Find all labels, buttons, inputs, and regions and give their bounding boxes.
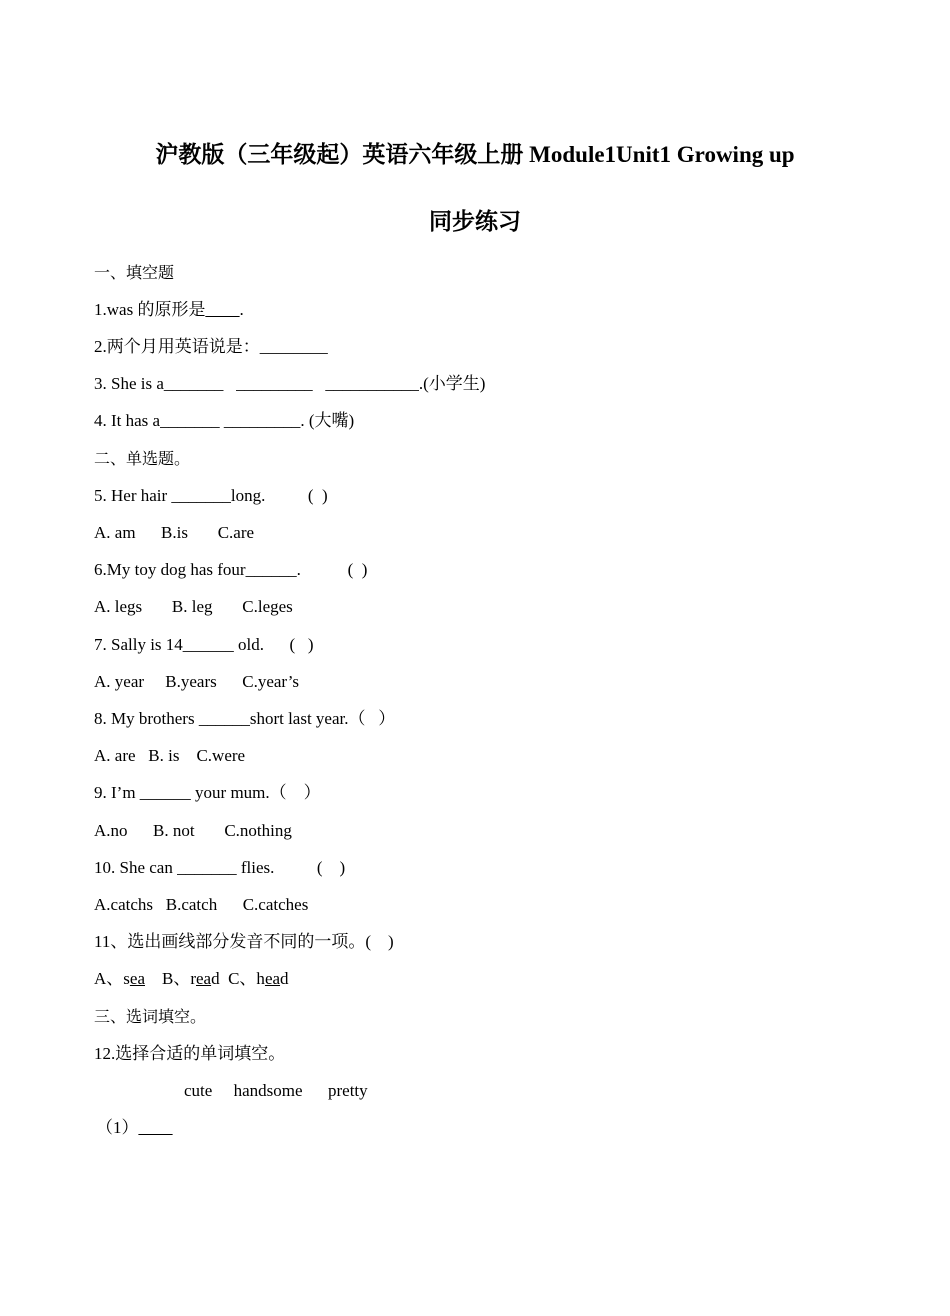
- question-8-options: A. are B. is C.were: [94, 746, 246, 765]
- question-5: 5. Her hair _______long. ( ): [94, 486, 328, 505]
- question-1: [94, 299, 244, 321]
- section-word-choice-heading: 三、选词填空。: [94, 1007, 207, 1026]
- question-9-options: A.no B. not C.nothing: [94, 821, 292, 840]
- question-5-options: A. am B.is C.are: [94, 523, 255, 542]
- question-3: 3. She is a_______ _________ ___________.(小学生): [94, 374, 486, 393]
- question-2: 2.两个月用英语说是：________: [94, 337, 328, 356]
- title-line-1: 沪教版（三年级起）英语六年级上册 Module1Unit1 Growing up: [155, 142, 795, 167]
- question-6: 6.My toy dog has four______. ( ): [94, 560, 368, 579]
- question-8: 8. My brothers ______short last year.（ ）: [94, 709, 396, 728]
- question-7: 7. Sally is 14______ old. ( ): [94, 635, 314, 654]
- question-1-blank: ____: [205, 300, 240, 319]
- question-12-word-bank: cute handsome pretty: [184, 1081, 368, 1100]
- question-7-options: A. year B.years C.year’s: [94, 672, 300, 691]
- question-11: 11、选出画线部分发音不同的一项。( ): [94, 932, 394, 951]
- question-1-end: .: [239, 300, 244, 319]
- option-a-prefix: A、s: [94, 969, 130, 988]
- option-c-underlined: ea: [264, 969, 281, 988]
- question-12: 12.选择合适的单词填空。: [94, 1044, 286, 1063]
- option-c-suffix: d: [280, 969, 289, 988]
- question-12-item-1: [96, 1117, 173, 1139]
- section-single-choice-heading: 二、单选题。: [94, 449, 191, 468]
- title-line-2: 同步练习: [429, 209, 521, 234]
- option-b-underlined: ea: [196, 969, 212, 988]
- question-9: 9. I’m ______ your mum.（ ）: [94, 783, 321, 802]
- item-1-label: （1）: [96, 1118, 139, 1137]
- option-a-underlined: ea: [129, 969, 145, 988]
- question-10-options: A.catchs B.catch C.catches: [94, 895, 309, 914]
- question-11-options: [94, 968, 289, 990]
- option-c-prefix: d C、h: [211, 969, 265, 988]
- option-b-prefix: B、r: [145, 969, 196, 988]
- section-fill-in-heading: 一、填空题: [94, 263, 175, 282]
- question-4: 4. It has a_______ _________. (大嘴): [94, 411, 355, 430]
- item-1-blank: ____: [138, 1118, 173, 1137]
- question-10: 10. She can _______ flies. ( ): [94, 858, 346, 877]
- question-6-options: A. legs B. leg C.leges: [94, 597, 293, 616]
- question-1-text: 1.was 的原形是: [94, 300, 206, 319]
